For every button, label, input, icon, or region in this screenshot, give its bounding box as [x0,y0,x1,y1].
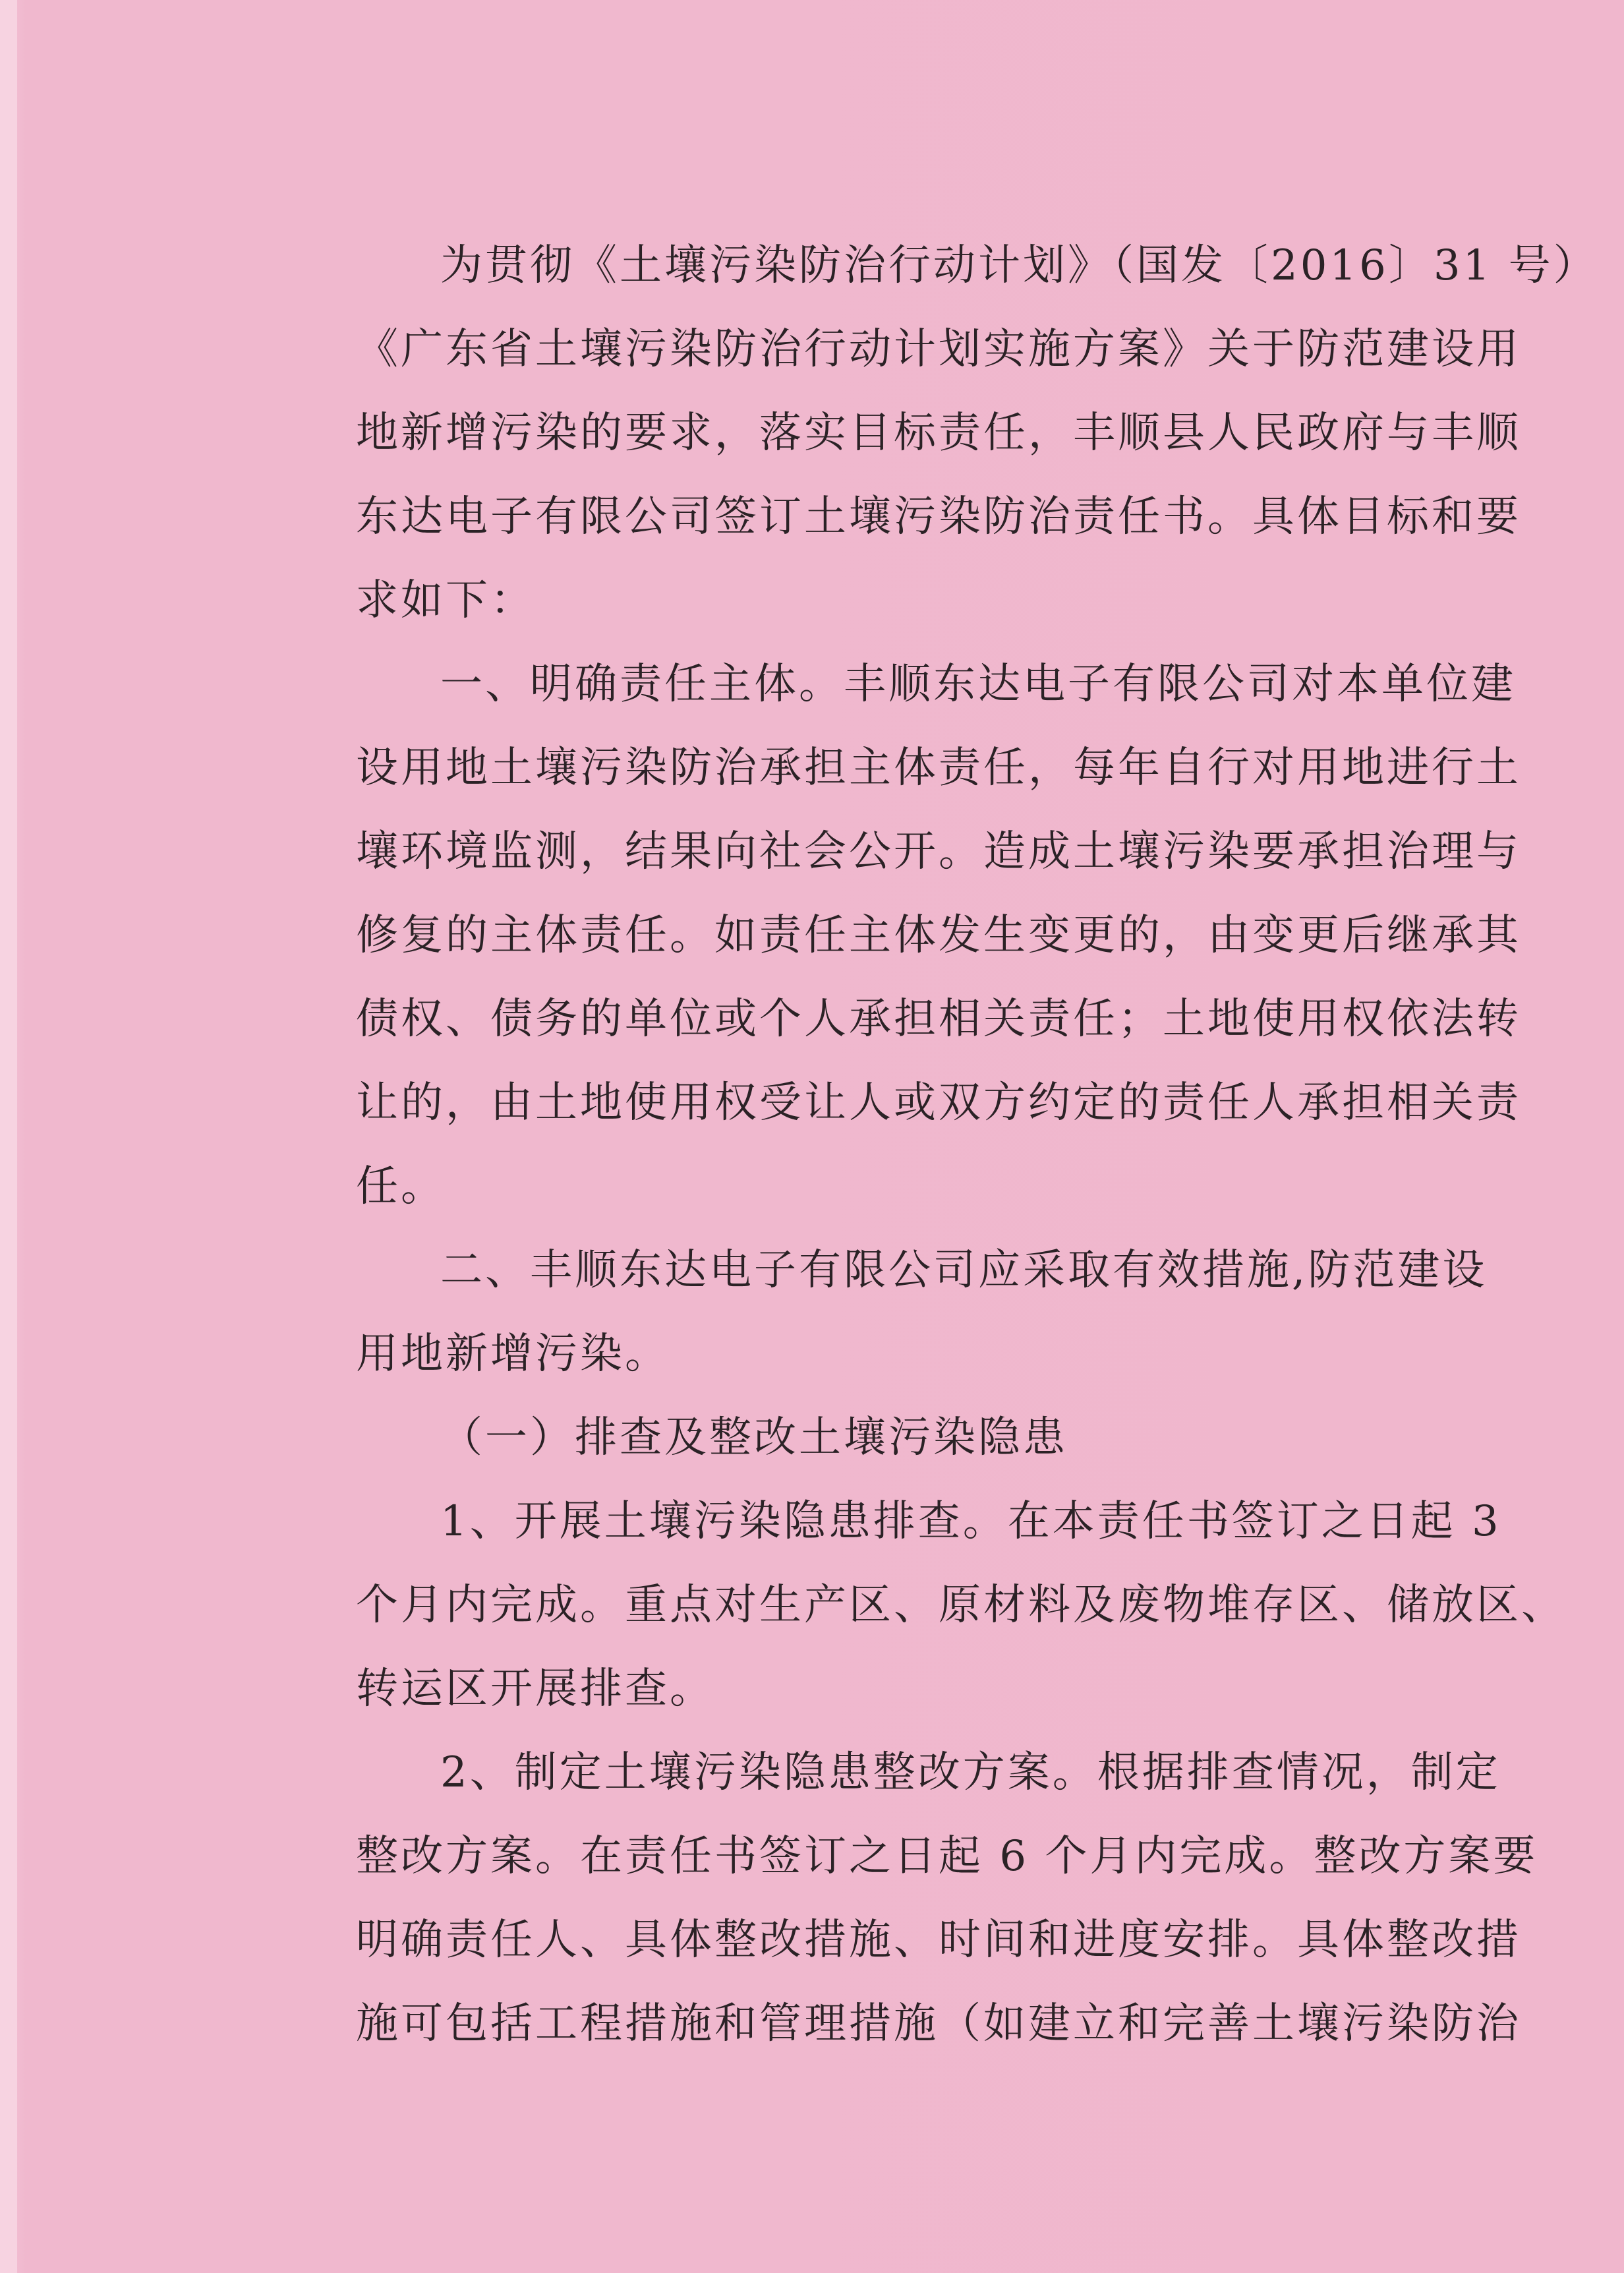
text-line: 债权、债务的单位或个人承担相关责任；土地使用权依法转 [356,995,1521,1044]
text-line: 一、明确责任主体。丰顺东达电子有限公司对本单位建 [440,660,1516,709]
text-line: 修复的主体责任。如责任主体发生变更的，由变更后继承其 [356,911,1521,960]
text-line: 2、制定土壤污染隐患整改方案。根据排查情况，制定 [440,1748,1501,1797]
subheading-investigation [356,1396,1457,1480]
text-line: 为贯彻《土壤污染防治行动计划》（国发〔2016〕31 号） [440,241,1598,290]
text-line: 用地新增污染。 [356,1330,670,1378]
paragraph-item-one [356,1480,1566,1731]
text-line: 设用地土壤污染防治承担主体责任，每年自行对用地进行土 [356,744,1521,792]
text-line: 东达电子有限公司签订土壤污染防治责任书。具体目标和要 [356,492,1521,541]
text-line: （一）排查及整改土壤污染隐患 [440,1413,1068,1462]
text-line: 二、丰顺东达电子有限公司应采取有效措施,防范建设 [440,1246,1488,1295]
page-edge [0,0,17,2273]
text-line: 转运区开展排查。 [356,1665,714,1713]
text-line: 地新增污染的要求，落实目标责任，丰顺县人民政府与丰顺 [356,409,1521,458]
text-line: 1、开展土壤污染隐患排查。在本责任书签订之日起 3 [440,1497,1501,1546]
text-line: 明确责任人、具体整改措施、时间和进度安排。具体整改措 [356,1916,1521,1964]
text-line: 壤环境监测，结果向社会公开。造成土壤污染要承担治理与 [356,827,1521,876]
text-line: 《广东省土壤污染防治行动计划实施方案》关于防范建设用 [356,325,1521,374]
paragraph-section-one [356,643,1521,1229]
paragraph-intro [356,224,1598,643]
text-line: 施可包括工程措施和管理措施（如建立和完善土壤污染防治 [356,1999,1521,2048]
text-line: 求如下： [356,576,535,625]
text-line: 让的，由土地使用权受让人或双方约定的责任人承担相关责 [356,1078,1521,1127]
text-line: 整改方案。在责任书签订之日起 6 个月内完成。整改方案要 [356,1832,1538,1881]
text-line: 个月内完成。重点对生产区、原材料及废物堆存区、储放区、 [356,1581,1566,1630]
paragraph-section-two [356,1229,1488,1396]
paragraph-item-two [356,1731,1538,2066]
document-body [356,224,1598,2066]
text-line: 任。 [356,1162,446,1211]
